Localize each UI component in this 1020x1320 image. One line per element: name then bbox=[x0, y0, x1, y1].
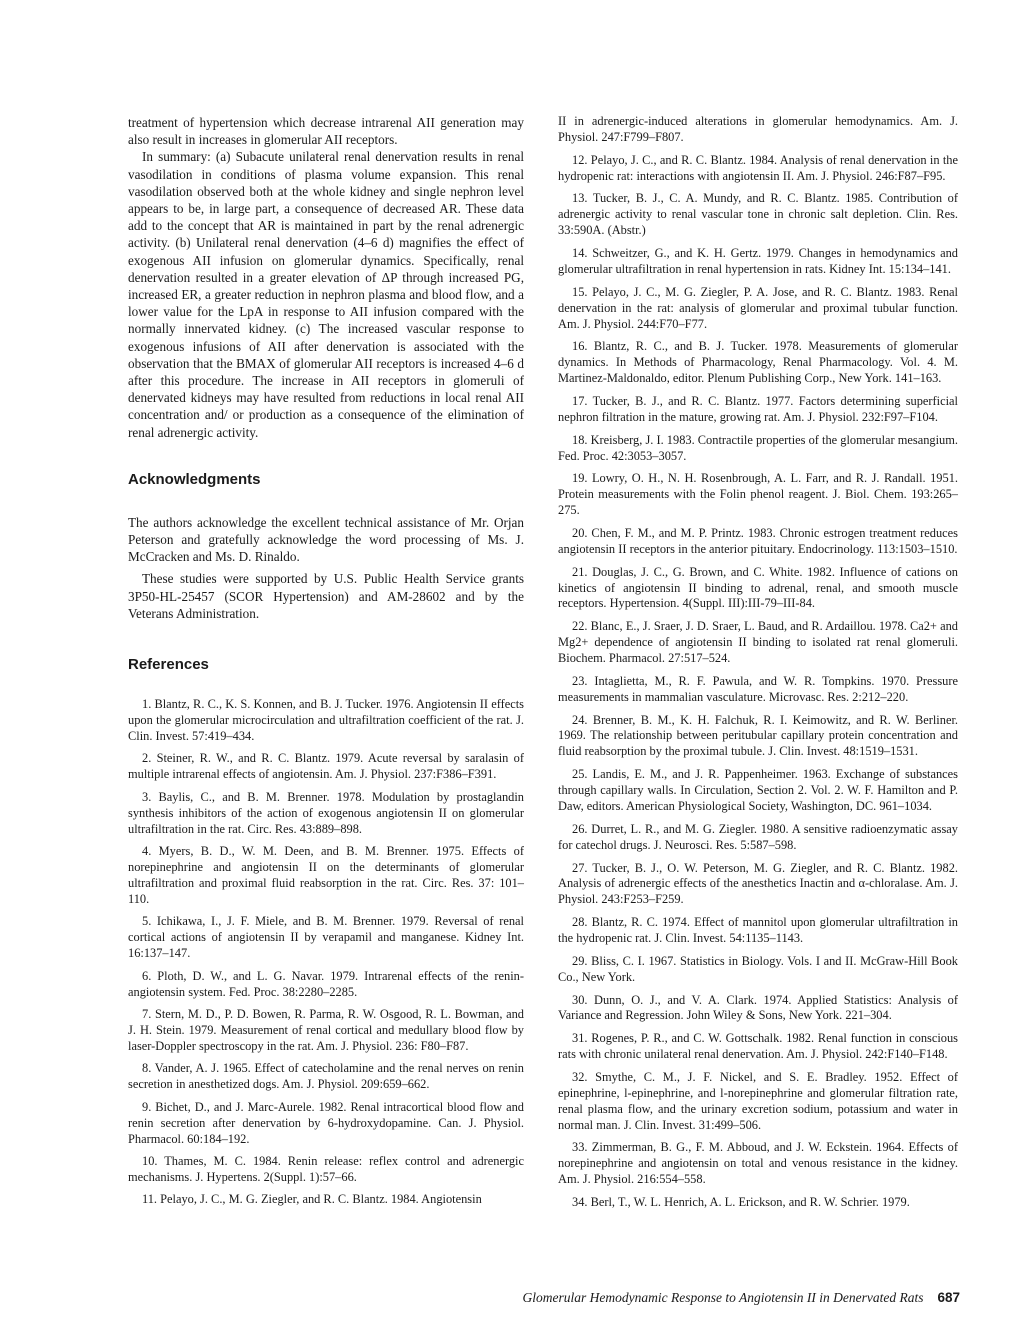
reference-item: 25. Landis, E. M., and J. R. Pappenheimer. 1963. Exchange of substances through capillary walls. In Circulation, Section 2. Vol. 2. W. F. Hamilton and P. Daw, editors. American Physiological Society, Washington, DC. 961–1034. bbox=[558, 767, 958, 813]
reference-item: 13. Tucker, B. J., C. A. Mundy, and R. C. Blantz. 1985. Contribution of adrenergic activity to renal vascular tone in chronic salt depletion. Clin. Res. 33:590A. (Abstr.) bbox=[558, 191, 958, 238]
acknowledgments-heading: Acknowledgments bbox=[128, 470, 261, 488]
reference-item: 31. Rogenes, P. R., and C. W. Gottschalk. 1982. Renal function in conscious rats with chronic unilateral renal denervation. Am. J. Physiol. 242:F140–F148. bbox=[558, 1031, 958, 1062]
reference-item: 28. Blantz, R. C. 1974. Effect of mannitol upon glomerular ultrafiltration in the hydropenic rat. J. Clin. Invest. 54:1135–1143. bbox=[558, 915, 958, 946]
reference-item: 14. Schweitzer, G., and K. H. Gertz. 1979. Changes in hemodynamics and glomerular ultrafiltration in renal hypertension in rats. Kidney Int. 15:134–141. bbox=[558, 246, 958, 276]
reference-item: 21. Douglas, J. C., G. Brown, and C. White. 1982. Influence of cations on kinetics of angiotensin II binding to adrenal, renal, and smooth muscle receptors. Hypertension. 4(Suppl. III):III-79–III-84. bbox=[558, 564, 958, 611]
reference-item: 8. Vander, A. J. 1965. Effect of catecholamine and the renal nerves on renin secretion in anesthetized dogs. Am. J. Physiol. 209:659–662. bbox=[128, 1061, 524, 1092]
funding-paragraph: These studies were supported by U.S. Public Health Service grants 3P50-HL-25457 (SCOR Hypertension) and AM-28602 and by the Veterans Administration. bbox=[128, 571, 524, 621]
reference-continuation: II in adrenergic-induced alterations in glomerular hemodynamics. Am. J. Physiol. 247:F799–F807. bbox=[558, 114, 958, 144]
reference-item: 16. Blantz, R. C., and B. J. Tucker. 1978. Measurements of glomerular dynamics. In Methods of Pharmacology, Renal Pharmacology. Vol. 4. M. Martinez-Maldonaldo, editor. Plenum Publishing Corp., New York. 141–163. bbox=[558, 339, 958, 386]
left-column bbox=[128, 114, 524, 1215]
reference-item: 2. Steiner, R. W., and R. C. Blantz. 1979. Acute reversal by saralasin of multiple intrarenal effects of angiotensin. Am. J. Physiol. 237:F386–F391. bbox=[128, 751, 524, 782]
body-paragraph: treatment of hypertension which decrease intrarenal AII generation may also result in increases in glomerular AII receptors. bbox=[128, 115, 524, 148]
summary-paragraph: In summary: (a) Subacute unilateral renal denervation results in renal vasodilation in conditions of plasma volume expansion. This renal vasodilation observed both at the whole kidney and single nephron level appears to be, in large part, a consequence of decreased AR. These data add to the concept that AR is maintained in part by the renal adrenergic activity. (b) Unilateral renal denervation (4–6 d) magnifies the effect of exogenous AII infusion on glomerular dynamics. Specifically, renal denervation resulted in a greater elevation of ΔP through increased PG, increased ER, a greater reduction in nephron plasma and blood flow, and a lower value for the LpA in response to AII infusion compared with the normally innervated kidney. (c) The increased vascular response to exogenous infusions of AII after denervation is associated with the observation that the BMAX of glomerular AII receptors is increased 4–6 d after this procedure. The increase in AII receptors in glomeruli of denervated kidneys may have resulted from reductions in local renal AII concentration and/ or production as a consequence of the elimination of renal adrenergic activity. bbox=[128, 149, 524, 440]
reference-item: 29. Bliss, C. I. 1967. Statistics in Biology. Vols. I and II. McGraw-Hill Book Co., New York. bbox=[558, 953, 958, 984]
reference-item: 6. Ploth, D. W., and L. G. Navar. 1979. Intrarenal effects of the renin-angiotensin system. Fed. Proc. 38:2280–2285. bbox=[128, 968, 524, 999]
reference-item: 18. Kreisberg, J. I. 1983. Contractile properties of the glomerular mesangium. Fed. Proc. 42:3053–3057. bbox=[558, 432, 958, 463]
reference-item: 30. Dunn, O. J., and V. A. Clark. 1974. Applied Statistics: Analysis of Variance and Regression. John Wiley & Sons, New York. 221–304. bbox=[558, 992, 958, 1023]
page-footer bbox=[523, 1290, 960, 1306]
reference-item: 3. Baylis, C., and B. M. Brenner. 1978. Modulation by prostaglandin synthesis inhibitors of the action of exogenous angiotensin II on glomerular ultrafiltration in the rat. Circ. Res. 43:889–898. bbox=[128, 789, 524, 836]
reference-item: 4. Myers, B. D., W. M. Deen, and B. M. Brenner. 1975. Effects of norepinephrine and angiotensin II on the determinants of glomerular ultrafiltration and proximal fluid reabsorption in the rat. Circ. Res. 37: 101–110. bbox=[128, 844, 524, 906]
reference-item: 5. Ichikawa, I., J. F. Miele, and B. M. Brenner. 1979. Reversal of renal cortical actions of angiotensin II by verapamil and manganese. Kidney Int. 16:137–147. bbox=[128, 914, 524, 961]
reference-item: 10. Thames, M. C. 1984. Renin release: reflex control and adrenergic mechanisms. J. Hypertens. 2(Suppl. 1):57–66. bbox=[128, 1154, 524, 1184]
reference-item: 27. Tucker, B. J., O. W. Peterson, M. G. Ziegler, and R. C. Blantz. 1982. Analysis of adrenergic effects of the anesthetics Inactin and α-chloralase. Am. J. Physiol. 243:F253–F259. bbox=[558, 860, 958, 907]
references-heading: References bbox=[128, 656, 209, 674]
reference-item: 15. Pelayo, J. C., M. G. Ziegler, P. A. Jose, and R. C. Blantz. 1983. Renal denervation in the rat: analysis of glomerular and proximal tubular function. Am. J. Physiol. 244:F70–F77. bbox=[558, 284, 958, 331]
reference-item: 24. Brenner, B. M., K. H. Falchuk, R. I. Keimowitz, and R. W. Berliner. 1969. The relationship between peritubular capillary protein concentration and fluid reabsorption by the proximal tubule. J. Clin. Invest. 48:1519–1531. bbox=[558, 712, 958, 759]
running-title: Glomerular Hemodynamic Response to Angiotensin II in Denervated Rats bbox=[522, 1290, 924, 1305]
reference-item: 19. Lowry, O. H., N. H. Rosenbrough, A. L. Farr, and R. J. Randall. 1951. Protein measurements with the Folin phenol reagent. J. Biol. Chem. 193:265–275. bbox=[558, 471, 958, 518]
reference-item: 22. Blanc, E., J. Sraer, J. D. Sraer, L. Baud, and R. Ardaillou. 1978. Ca2+ and Mg2+ dependence of angiotensin II binding to isolated rat renal glomeruli. Biochem. Pharmacol. 27:517–524. bbox=[558, 619, 958, 666]
reference-item: 12. Pelayo, J. C., and R. C. Blantz. 1984. Analysis of renal denervation in the hydropenic rat: interactions with angiotensin II. Am. J. Physiol. 246:F87–F95. bbox=[558, 152, 958, 183]
reference-item: 20. Chen, F. M., and M. P. Printz. 1983. Chronic estrogen treatment reduces angiotensin II receptors in the anterior pituitary. Endocrinology. 113:1503–1510. bbox=[558, 525, 958, 556]
reference-item: 9. Bichet, D., and J. Marc-Aurele. 1982. Renal intracortical blood flow and renin secretion after denervation by 6-hydroxydopamine. Can. J. Physiol. Pharmacol. 60:184–192. bbox=[128, 1099, 524, 1146]
reference-item: 34. Berl, T., W. L. Henrich, A. L. Erickson, and R. W. Schrier. 1979. bbox=[572, 1195, 910, 1210]
reference-list-right bbox=[558, 153, 958, 1211]
acknowledgments-paragraph: The authors acknowledge the excellent technical assistance of Mr. Orjan Peterson and gratefully acknowledge the word processing of Ms. J. McCracken and Ms. D. Rinaldo. bbox=[128, 514, 524, 565]
reference-list-left bbox=[128, 697, 524, 1208]
reference-item: 23. Intaglietta, M., R. F. Pawula, and W. R. Tompkins. 1970. Pressure measurements in mammalian vasculature. Microvasc. Res. 2:212–220. bbox=[558, 673, 958, 704]
reference-item: 1. Blantz, R. C., K. S. Konnen, and B. J. Tucker. 1976. Angiotensin II effects upon the glomerular microcirculation and ultrafiltration coefficient of the rat. J. Clin. Invest. 57:419–434. bbox=[128, 697, 524, 743]
reference-item: 32. Smythe, C. M., J. F. Nickel, and S. E. Bradley. 1952. Effect of epinephrine, l-epinephrine, and l-norepinephrine and glomerular filtration rate, renal plasma flow, and the urinary excretion sodium, potassium and water in normal man. J. Clin. Invest. 31:499–506. bbox=[558, 1069, 958, 1132]
reference-item: 26. Durret, L. R., and M. G. Ziegler. 1980. A sensitive radioenzymatic assay for catechol drugs. J. Neurosci. Res. 5:587–598. bbox=[558, 821, 958, 852]
reference-item: 17. Tucker, B. J., and R. C. Blantz. 1977. Factors determining superficial nephron filtration in the mature, growing rat. Am. J. Physiol. 232:F97–F104. bbox=[558, 393, 958, 424]
reference-item: 7. Stern, M. D., P. D. Bowen, R. Parma, R. W. Osgood, R. L. Bowman, and J. H. Stein. 1979. Measurement of renal cortical and medullary blood flow by laser-Doppler spectroscopy in the rat. Am. J. Physiol. 236: F80–F87. bbox=[128, 1007, 524, 1053]
reference-item: 11. Pelayo, J. C., M. G. Ziegler, and R. C. Blantz. 1984. Angiotensin bbox=[142, 1192, 482, 1207]
page-number: 687 bbox=[937, 1290, 960, 1305]
reference-item: 33. Zimmerman, B. G., F. M. Abboud, and J. W. Eckstein. 1964. Effects of norepinephrine and angiotensin on total and venous resistance in the kidney. Am. J. Physiol. 216:554–558. bbox=[558, 1140, 958, 1187]
right-column bbox=[558, 114, 958, 1218]
